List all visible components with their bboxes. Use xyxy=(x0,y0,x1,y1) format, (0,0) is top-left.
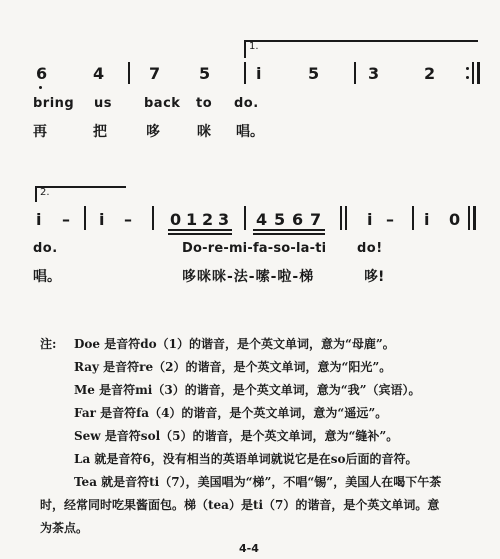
beam-underline xyxy=(253,229,325,231)
note: 5 xyxy=(274,210,286,229)
volta-2-bracket-left xyxy=(35,186,37,202)
lyric-en: to xyxy=(196,96,213,111)
notes-label: 注: xyxy=(40,337,57,351)
lyric-zh: 哆咪咪-法-嗦-啦-梯 xyxy=(182,269,315,285)
note-line: 为茶点。 xyxy=(40,521,89,535)
note: 3 xyxy=(368,64,380,83)
note-line: La 就是音符6，没有相当的英语单词就说它是在so后面的音符。 xyxy=(74,452,418,466)
lyric-en: do. xyxy=(234,96,259,111)
note: i xyxy=(99,210,105,229)
volta-1-bracket-left xyxy=(244,40,246,58)
barline xyxy=(354,62,356,84)
note: 4 xyxy=(93,64,105,83)
beam-underline xyxy=(168,233,232,235)
note: 6 xyxy=(36,64,48,83)
final-barline xyxy=(468,206,470,230)
note: 4 xyxy=(256,210,268,229)
volta-1-label: 1. xyxy=(249,41,259,52)
lyric-zh: 唱。 xyxy=(33,269,61,285)
note-line: Tea 就是音符ti（7），美国唱为“梯”，不唱“锡”，美国人在喝下午茶 xyxy=(74,475,442,489)
note-line: Ray 是音符re（2）的谐音，是个英文单词，意为“阳光”。 xyxy=(74,360,392,374)
note: i xyxy=(256,64,262,83)
note: 2 xyxy=(424,64,436,83)
note: 5 xyxy=(199,64,211,83)
note: 7 xyxy=(149,64,161,83)
barline xyxy=(128,62,130,84)
barline xyxy=(345,206,347,230)
lyric-en: Do-re-mi-fa-so-la-ti xyxy=(182,241,327,256)
repeat-dot xyxy=(466,67,469,70)
note-line: 时，经常同时吃果酱面包。梯（tea）是ti（7）的谐音，是个英文单词。意 xyxy=(40,498,440,512)
repeat-barline xyxy=(472,62,474,84)
barline xyxy=(84,206,86,230)
note: 3 xyxy=(218,210,230,229)
note: i xyxy=(424,210,430,229)
lyric-zh: 唱。 xyxy=(236,124,264,140)
dash: – xyxy=(386,210,394,229)
volta-1-bracket-top xyxy=(244,40,478,42)
lyric-en: bring xyxy=(33,96,75,111)
barline xyxy=(244,62,246,84)
lyric-en: do! xyxy=(357,241,383,256)
lyric-en: us xyxy=(94,96,112,111)
note: 5 xyxy=(308,64,320,83)
note: 0 xyxy=(170,210,182,229)
note: 7 xyxy=(310,210,322,229)
repeat-dot xyxy=(466,76,469,79)
volta-2-label: 2. xyxy=(40,187,50,198)
final-barline-thick xyxy=(473,206,476,230)
dash: – xyxy=(62,210,70,229)
note-line: Far 是音符fa（4）的谐音，是个英文单词，意为“遥远”。 xyxy=(74,406,388,420)
lyric-en: back xyxy=(144,96,181,111)
dash: – xyxy=(124,210,132,229)
octave-dot xyxy=(39,86,42,89)
lyric-en: do. xyxy=(33,241,58,256)
note: i xyxy=(367,210,373,229)
lyric-zh: 哆! xyxy=(364,269,385,285)
repeat-barline-thick xyxy=(477,62,480,84)
lyric-zh: 把 xyxy=(93,124,107,140)
barline xyxy=(244,206,246,230)
beam-underline xyxy=(168,229,232,231)
note: i xyxy=(36,210,42,229)
note: 2 xyxy=(202,210,214,229)
lyric-zh: 哆 xyxy=(146,124,160,140)
note-line: Sew 是音符sol（5）的谐音，是个英文单词，意为“缝补”。 xyxy=(74,429,399,443)
beam-underline xyxy=(253,233,325,235)
note-line: Doe 是音符do（1）的谐音，是个英文单词，意为“母鹿”。 xyxy=(74,337,395,351)
note: 6 xyxy=(292,210,304,229)
barline xyxy=(412,206,414,230)
page-number: 4-4 xyxy=(239,542,259,555)
rest: 0 xyxy=(449,210,461,229)
lyric-zh: 咪 xyxy=(197,124,211,140)
barline xyxy=(152,206,154,230)
lyric-zh: 再 xyxy=(33,124,47,140)
barline xyxy=(340,206,342,230)
note-line: Me 是音符mi（3）的谐音，是个英文单词，意为“我”（宾语）。 xyxy=(74,383,421,397)
note: 1 xyxy=(186,210,198,229)
